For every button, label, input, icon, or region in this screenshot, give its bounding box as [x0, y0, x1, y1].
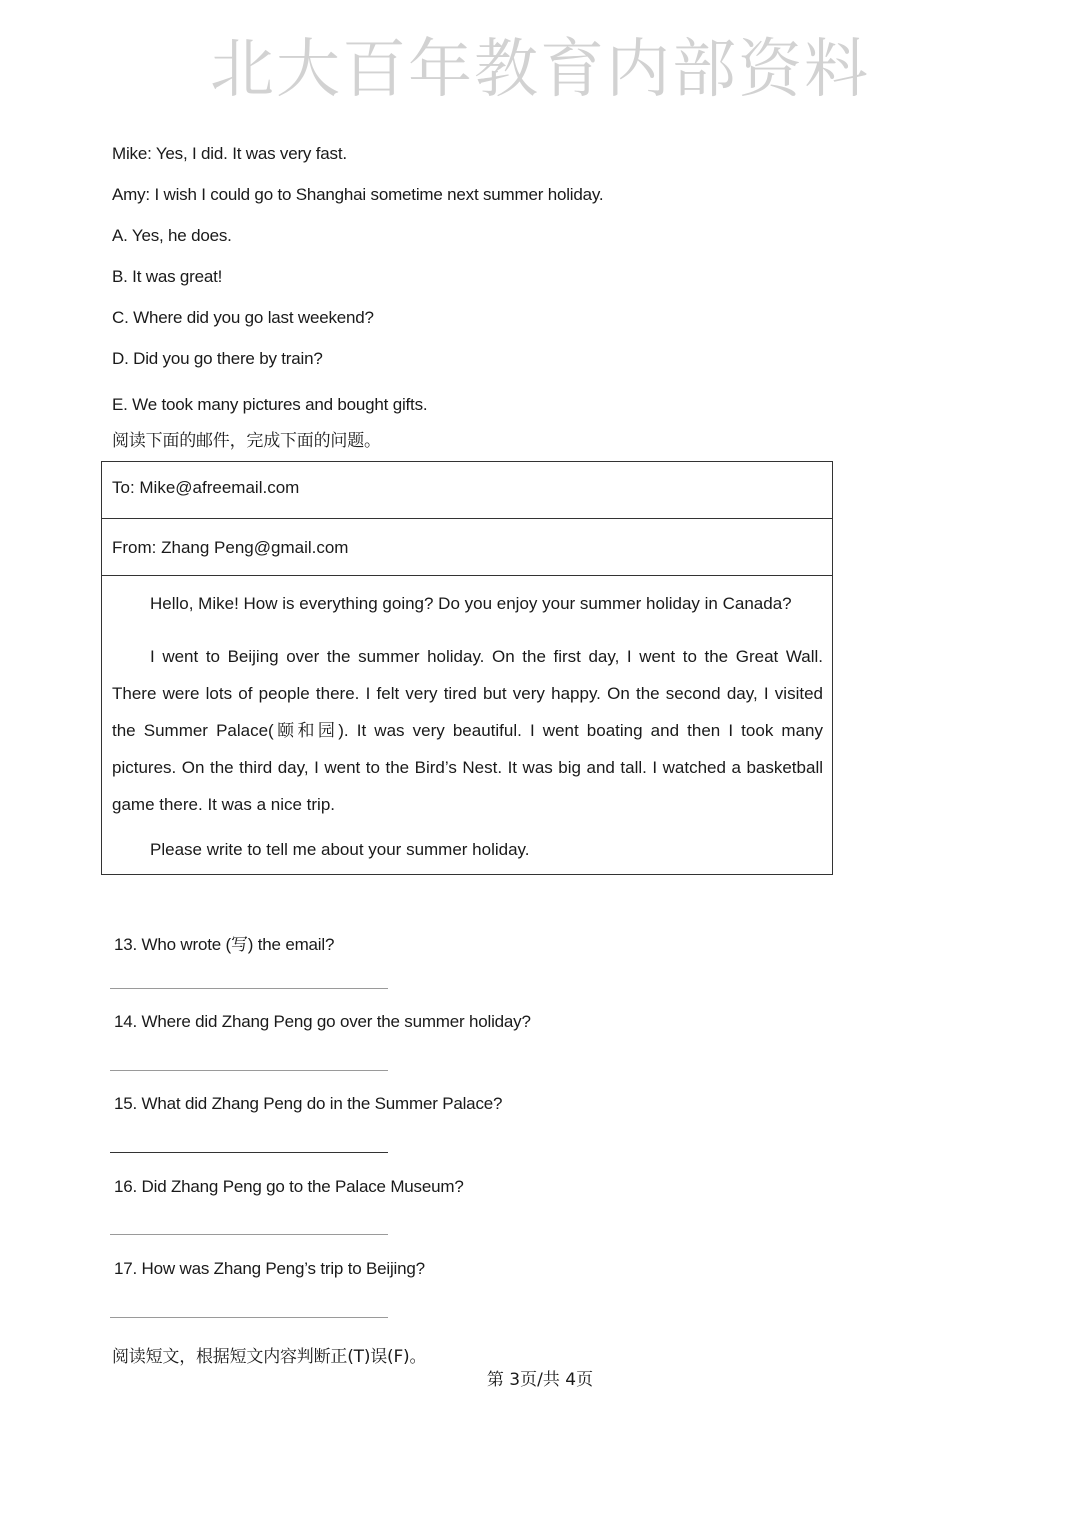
- watermark: 北大百年教育内部资料: [210, 33, 870, 107]
- option-a: A. Yes, he does.: [112, 226, 232, 245]
- email-paragraph-greeting: Hello, Mike! How is everything going? Do you enjoy your summer holiday in Canada?: [150, 594, 792, 613]
- question-13: 13. Who wrote (写) the email?: [114, 935, 335, 954]
- option-e: E. We took many pictures and bought gifts.: [112, 395, 428, 414]
- question-15: 15. What did Zhang Peng do in the Summer Palace?: [114, 1094, 503, 1113]
- dialogue-line-mike: Mike: Yes, I did. It was very fast.: [112, 144, 347, 163]
- email-paragraph-trip: I went to Beijing over the summer holiday. On the first day, I went to the Great Wall. There were lots of people there. I felt very tired but very happy. On the second day, I visited the Summer Palace(颐和园). It was very beautiful. I went boating and then I took many pictures. On the third day, I went to the Bird’s Nest. It was big and tall. I watched a basketball game there. It was a nice trip.: [112, 647, 823, 814]
- answer-line-16[interactable]: [110, 1234, 388, 1235]
- dialogue-line-amy: Amy: I wish I could go to Shanghai sometime next summer holiday.: [112, 185, 604, 204]
- question-17: 17. How was Zhang Peng’s trip to Beijing?: [114, 1259, 425, 1278]
- answer-line-14[interactable]: [110, 1070, 388, 1071]
- option-b: B. It was great!: [112, 267, 223, 286]
- question-16: 16. Did Zhang Peng go to the Palace Museum?: [114, 1177, 464, 1196]
- page-footer: 第 3页/共 4页: [486, 1370, 594, 1390]
- answer-line-17[interactable]: [110, 1317, 388, 1318]
- answer-line-13[interactable]: [110, 988, 388, 989]
- option-c: C. Where did you go last weekend?: [112, 308, 374, 327]
- email-to: To: Mike@afreemail.com: [102, 462, 832, 519]
- email-box: [101, 461, 833, 875]
- reading-instruction: 阅读下面的邮件，完成下面的问题。: [112, 431, 381, 451]
- next-section-instruction: 阅读短文，根据短文内容判断正(T)误(F)。: [112, 1347, 427, 1367]
- email-paragraph-closing: Please write to tell me about your summer holiday.: [150, 840, 530, 859]
- option-d: D. Did you go there by train?: [112, 349, 323, 368]
- question-14: 14. Where did Zhang Peng go over the summer holiday?: [114, 1012, 531, 1031]
- email-from: From: Zhang Peng@gmail.com: [102, 519, 832, 576]
- answer-line-15[interactable]: [110, 1152, 388, 1153]
